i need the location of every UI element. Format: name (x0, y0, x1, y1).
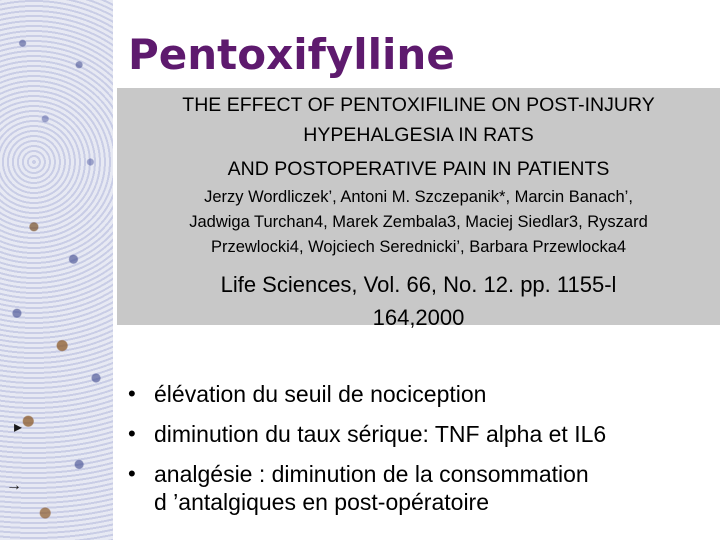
authors-line-3: Przewlocki4, Wojciech Serednicki’, Barbara Przewlocka4 (210, 238, 627, 256)
list-item (126, 380, 716, 408)
bullet-text-continued: d ’antalgiques en post-opératoire (154, 489, 490, 515)
arrow-icon: → (6, 477, 22, 494)
journal-citation-line-2: 164,2000 (372, 305, 465, 330)
histology-image (0, 0, 113, 540)
bullet-marker: • (128, 461, 136, 486)
article-title-line-1: THE EFFECT OF PENTOXIFILINE ON POST-INJURY (182, 94, 655, 116)
bullet-list (126, 380, 716, 516)
list-item (126, 460, 716, 516)
authors-line-1: Jerzy Wordliczek’, Antoni M. Szczepanik*, Marcin Banach’, (204, 188, 633, 206)
article-title-line-2: HYPEHALGESIA IN RATS (303, 124, 534, 146)
bullet-marker: • (128, 381, 136, 406)
list-item (126, 420, 716, 448)
article-title-line-3: AND POSTOPERATIVE PAIN IN PATIENTS (227, 158, 610, 180)
bullet-text: analgésie : diminution de la consommation (154, 461, 589, 487)
arrow-icon: ▸ (14, 419, 23, 436)
bullet-text: élévation du seuil de nociception (154, 381, 487, 407)
bullet-text: diminution du taux sérique: TNF alpha et IL6 (154, 421, 607, 447)
journal-citation-line-1: Life Sciences, Vol. 66, No. 12. pp. 1155-l (220, 272, 617, 297)
bullet-marker: • (128, 421, 136, 446)
authors-line-2: Jadwiga Turchan4, Marek Zembala3, Maciej Siedlar3, Ryszard (189, 213, 648, 231)
slide-title: Pentoxifylline (128, 30, 455, 79)
